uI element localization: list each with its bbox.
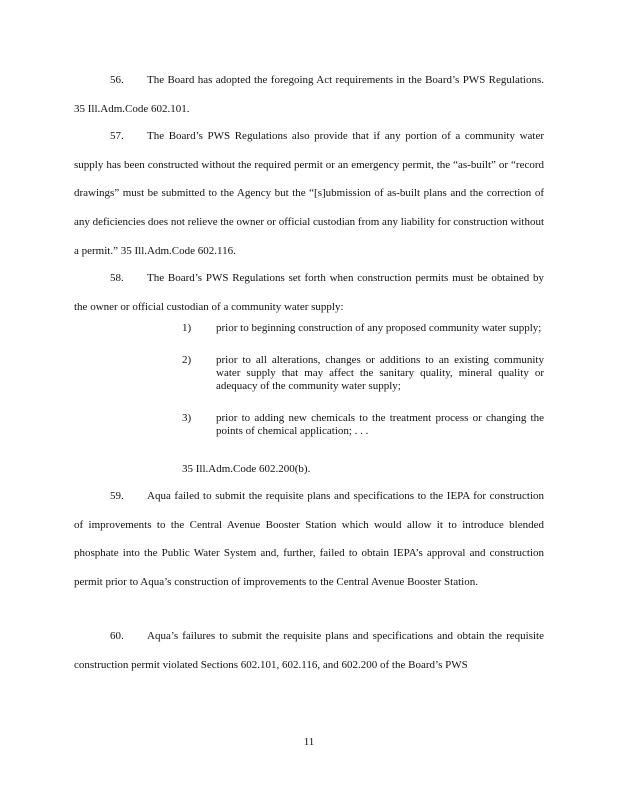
page-number: 11: [303, 736, 315, 748]
paragraph-59: [74, 482, 544, 597]
list-item: [182, 354, 544, 393]
paragraph-number: 56.: [110, 74, 124, 86]
paragraph-number: 59.: [110, 490, 124, 502]
list-item-text: prior to adding new chemicals to the treatment process or changing the points of chemical application; . . .: [216, 412, 544, 437]
paragraph-57: [74, 122, 544, 266]
list-item: [182, 322, 544, 335]
list-item-text: prior to all alterations, changes or additions to an existing community water supply that may affect the sanitary quality, mineral quality or adequacy of the community water supply;: [216, 354, 544, 392]
list-item-number: 1): [182, 322, 192, 334]
list-item-text: prior to beginning construction of any proposed community water supply;: [216, 322, 542, 334]
list-item-number: 2): [182, 354, 192, 366]
permit-requirements-list: [182, 322, 544, 457]
paragraph-text: The Board’s PWS Regulations set forth when construction permits must be obtained by the owner or official custodian of a community water supply:: [74, 272, 544, 313]
citation: 35 Ill.Adm.Code 602.200(b).: [182, 463, 311, 475]
paragraph-number: 58.: [110, 272, 124, 284]
paragraph-60: [74, 622, 544, 679]
paragraph-number: 60.: [110, 630, 124, 642]
paragraph-number: 57.: [110, 130, 124, 142]
paragraph-58: [74, 264, 544, 321]
list-item-number: 3): [182, 412, 192, 424]
paragraph-text: The Board’s PWS Regulations also provide that if any portion of a community water supply has been constructed without the required permit or an emergency permit, the “as-built” or “record drawings” must be submitted to the Agency but the “[s]ubmission of as-built plans and the correction of any deficiencies does not relieve the owner or official custodian from any liability for construction without a permit.” 35 Ill.Adm.Code 602.116.: [74, 130, 544, 257]
paragraph-text: Aqua failed to submit the requisite plans and specifications to the IEPA for construction of improvements to the Central Avenue Booster Station which would allow it to introduce blended phosphate into the Public Water System and, further, failed to obtain IEPA’s approval and construction permit prior to Aqua’s construction of improvements to the Central Avenue Booster Station.: [74, 490, 544, 589]
paragraph-56: [74, 66, 544, 123]
paragraph-text: Aqua’s failures to submit the requisite plans and specifications and obtain the requisite construction permit violated Sections 602.101, 602.116, and 602.200 of the Board’s PWS: [74, 630, 544, 671]
paragraph-text: The Board has adopted the foregoing Act requirements in the Board’s PWS Regulations. 35 Ill.Adm.Code 602.101.: [74, 74, 544, 115]
list-item: [182, 412, 544, 438]
